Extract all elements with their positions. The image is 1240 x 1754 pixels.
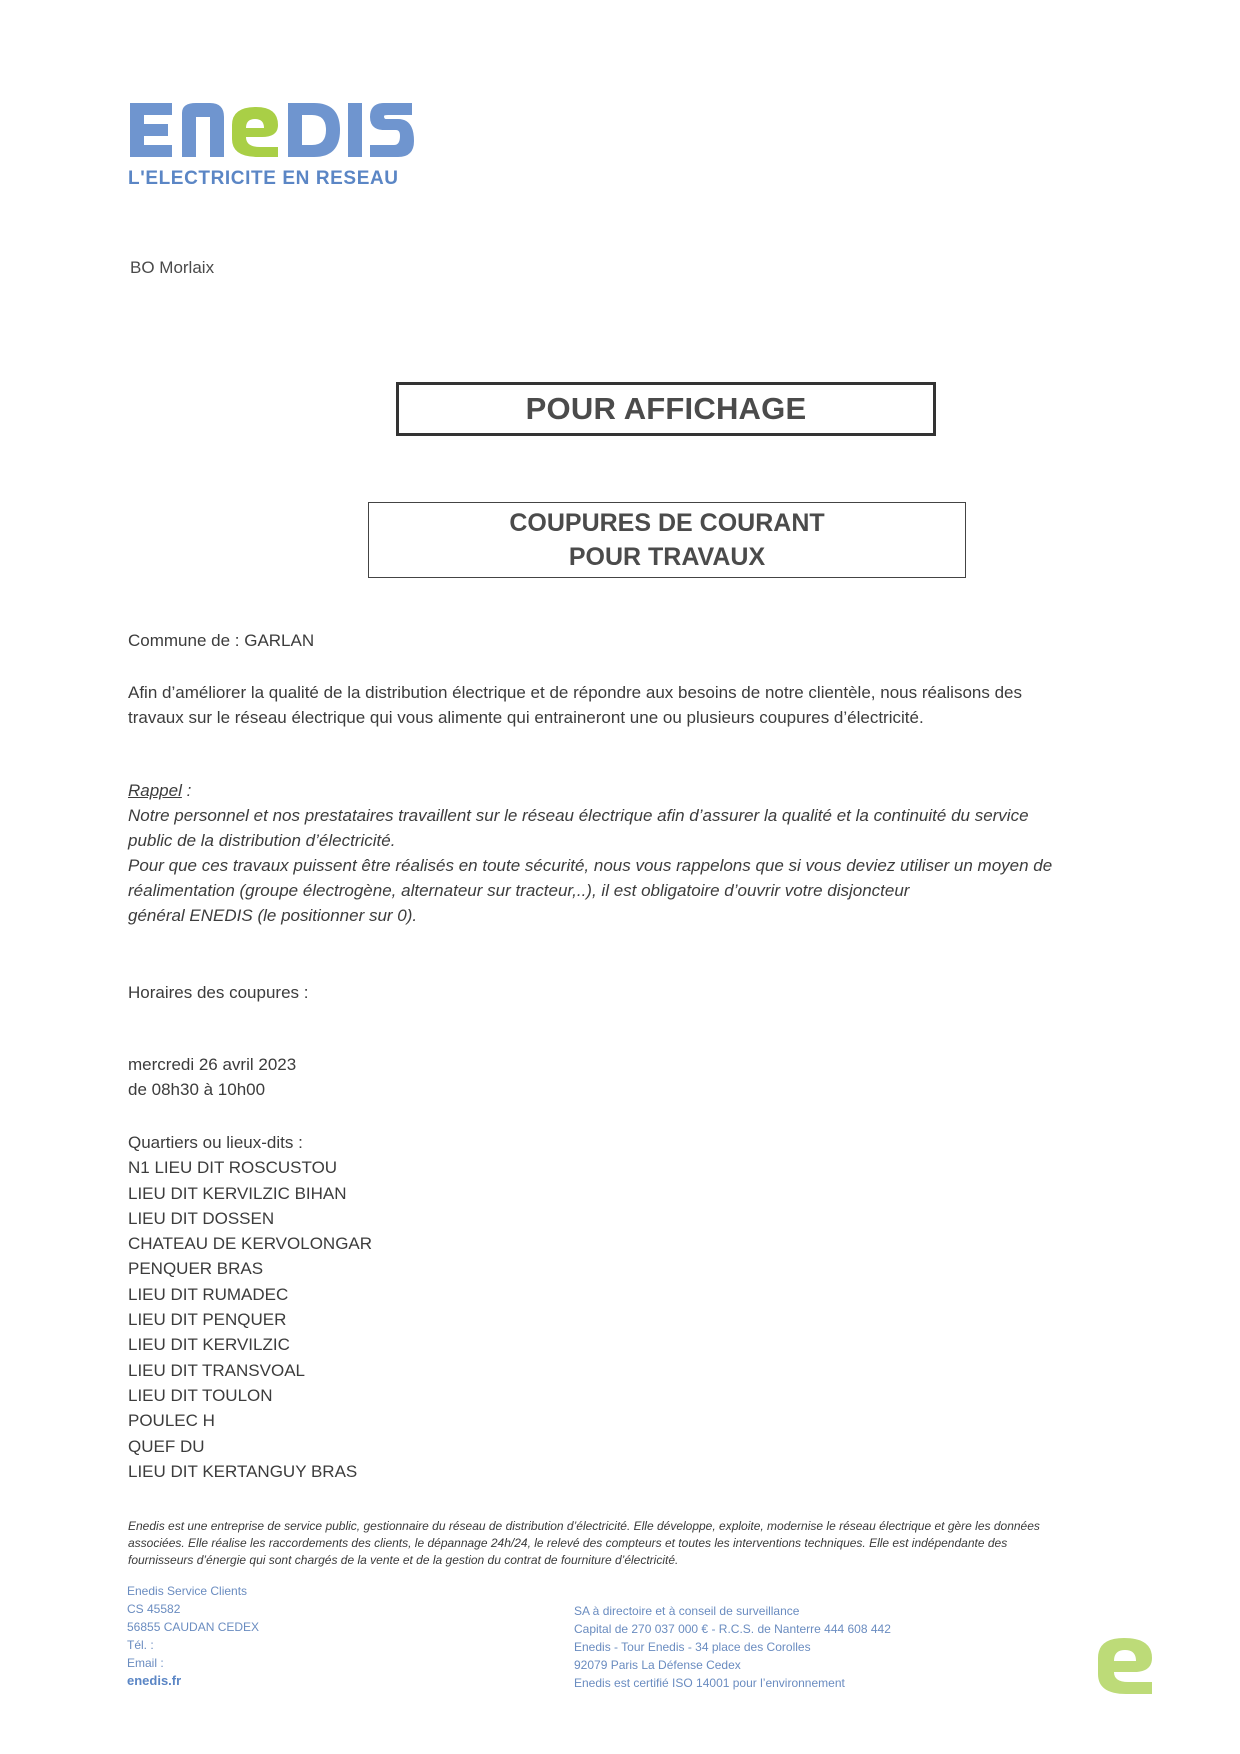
list-item: CHATEAU DE KERVOLONGAR bbox=[128, 1234, 373, 1254]
logo-tagline: L'ELECTRICITE EN RESEAU bbox=[128, 168, 399, 189]
list-item: LIEU DIT RUMADEC bbox=[128, 1284, 289, 1304]
list-item: POULEC H bbox=[128, 1411, 215, 1431]
rappel-line: public de la distribution d’électricité. bbox=[128, 831, 396, 850]
rappel-line: général ENEDIS (le positionner sur 0). bbox=[128, 906, 418, 925]
legal-line: fournisseurs d’énergie qui sont chargés de la vente et de la gestion du contrat de fourniture d’électricité. bbox=[128, 1553, 679, 1567]
horaires-label: Horaires des coupures : bbox=[128, 983, 309, 1002]
subject-box bbox=[368, 502, 966, 578]
list-item: LIEU DIT KERVILZIC BIHAN bbox=[128, 1183, 347, 1203]
outage-schedule bbox=[128, 1052, 296, 1102]
footer-line: 56855 CAUDAN CEDEX bbox=[127, 1620, 260, 1634]
outage-date: mercredi 26 avril 2023 bbox=[128, 1055, 297, 1074]
enedis-symbol-icon bbox=[1094, 1634, 1156, 1696]
display-notice-box bbox=[396, 382, 936, 436]
rappel-paragraph bbox=[128, 778, 1168, 928]
list-item: LIEU DIT TRANSVOAL bbox=[128, 1360, 305, 1380]
list-item: QUEF DU bbox=[128, 1436, 205, 1456]
footer-line: Tél. : bbox=[127, 1638, 154, 1652]
subject-line-1: COUPURES DE COURANT bbox=[509, 509, 825, 537]
list-item: N1 LIEU DIT ROSCUSTOU bbox=[128, 1158, 338, 1178]
quartiers-list bbox=[128, 1130, 372, 1484]
footer-line: Enedis est certifié ISO 14001 pour l’environnement bbox=[574, 1676, 845, 1690]
footer-line: SA à directoire et à conseil de surveillance bbox=[574, 1604, 800, 1618]
footer-line: Email : bbox=[127, 1656, 164, 1670]
footer-contact bbox=[127, 1582, 259, 1690]
footer-line: CS 45582 bbox=[127, 1602, 181, 1616]
legal-line: Enedis est une entreprise de service public, gestionnaire du réseau de distribution d’électricité. Elle développe, exploite, modernise le réseau électrique et gère les données bbox=[128, 1519, 1040, 1533]
commune: Commune de : GARLAN bbox=[128, 631, 315, 650]
rappel-heading: Rappel bbox=[128, 781, 182, 800]
rappel-colon: : bbox=[181, 781, 192, 800]
footer-line: 92079 Paris La Défense Cedex bbox=[574, 1658, 741, 1672]
intro-line: Afin d’améliorer la qualité de la distribution électrique et de répondre aux besoins de notre clientèle, nous réalisons des bbox=[128, 683, 1022, 702]
quartiers-label: Quartiers ou lieux-dits : bbox=[128, 1133, 303, 1152]
website-link[interactable]: enedis.fr bbox=[127, 1673, 182, 1688]
list-item: PENQUER BRAS bbox=[128, 1259, 264, 1279]
outage-hours: de 08h30 à 10h00 bbox=[128, 1080, 266, 1099]
list-item: LIEU DIT TOULON bbox=[128, 1385, 273, 1405]
display-notice-title: POUR AFFICHAGE bbox=[525, 391, 807, 426]
footer-line: Capital de 270 037 000 € - R.C.S. de Nanterre 444 608 442 bbox=[574, 1622, 891, 1636]
list-item: LIEU DIT KERTANGUY BRAS bbox=[128, 1461, 358, 1481]
rappel-line: Pour que ces travaux puissent être réalisés en toute sécurité, nous vous rappelons que si vous deviez utiliser un moyen de bbox=[128, 856, 1053, 875]
list-item: LIEU DIT DOSSEN bbox=[128, 1208, 275, 1228]
rappel-line: réalimentation (groupe électrogène, alternateur sur tracteur,..), il est obligatoire d’ouvrir votre disjoncteur bbox=[128, 881, 910, 900]
legal-line: associées. Elle réalise les raccordements des clients, le dépannage 24h/24, le relevé des compteurs et toutes les interventions techniques. Elle est indépendante des bbox=[128, 1536, 1008, 1550]
sender-office: BO Morlaix bbox=[130, 258, 215, 277]
intro-paragraph bbox=[128, 680, 1168, 730]
footer-line: Enedis - Tour Enedis - 34 place des Corolles bbox=[574, 1640, 811, 1654]
subject-line-2: POUR TRAVAUX bbox=[568, 543, 766, 571]
list-item: LIEU DIT PENQUER bbox=[128, 1310, 287, 1330]
intro-line: travaux sur le réseau électrique qui vous alimente qui entraineront une ou plusieurs coupures d’électricité. bbox=[128, 708, 924, 727]
footer-company-info bbox=[574, 1602, 891, 1692]
list-item: LIEU DIT KERVILZIC bbox=[128, 1335, 290, 1355]
footer-line: Enedis Service Clients bbox=[127, 1584, 248, 1598]
rappel-line: Notre personnel et nos prestataires travaillent sur le réseau électrique afin d’assurer la qualité et la continuité du service bbox=[128, 806, 1029, 825]
legal-notice bbox=[128, 1518, 1158, 1569]
